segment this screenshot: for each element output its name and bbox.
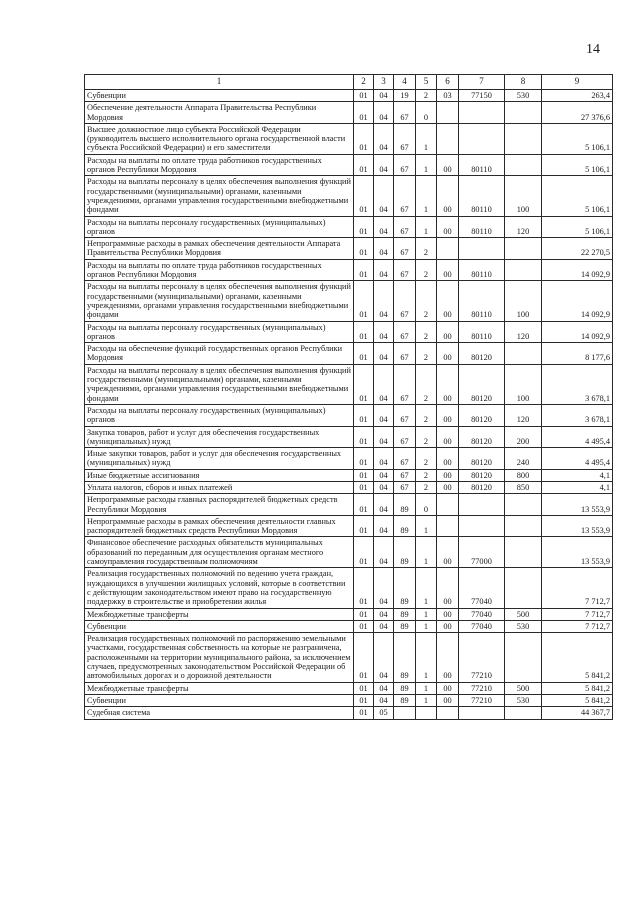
row-event-code: 00 [437, 281, 459, 321]
row-expense-type-code [505, 238, 542, 260]
row-amount: 13 553,9 [542, 515, 613, 537]
row-name: Закупка товаров, работ и услуг для обеспечения государственных (муниципальных) нужд [85, 426, 354, 448]
row-subsection-code: 04 [374, 469, 394, 481]
row-direction-code [459, 494, 505, 516]
row-subprogram-code: 0 [416, 102, 437, 124]
column-header-3: 3 [374, 75, 394, 90]
row-section-code: 01 [354, 494, 374, 516]
row-subprogram-code: 2 [416, 90, 437, 102]
row-subprogram-code: 2 [416, 238, 437, 260]
row-expense-type-code [505, 568, 542, 608]
row-subsection-code: 04 [374, 694, 394, 706]
row-direction-code [459, 707, 505, 719]
row-expense-type-code: 500 [505, 608, 542, 620]
row-amount: 5 106,1 [542, 154, 613, 176]
row-section-code: 01 [354, 707, 374, 719]
row-subsection-code: 05 [374, 707, 394, 719]
row-amount: 27 376,6 [542, 102, 613, 124]
table-row [85, 633, 613, 682]
column-header-1: 1 [85, 75, 354, 90]
table-row [85, 682, 613, 694]
row-section-code: 01 [354, 448, 374, 470]
row-expense-type-code [505, 259, 542, 281]
row-subsection-code: 04 [374, 404, 394, 426]
row-section-code: 01 [354, 281, 374, 321]
row-event-code: 00 [437, 469, 459, 481]
row-amount: 44 367,7 [542, 707, 613, 719]
row-amount: 5 106,1 [542, 176, 613, 216]
row-name: Межбюджетные трансферты [85, 608, 354, 620]
row-program-code: 67 [394, 364, 416, 404]
row-subsection-code: 04 [374, 321, 394, 343]
row-amount: 7 712,7 [542, 608, 613, 620]
row-expense-type-code: 200 [505, 426, 542, 448]
row-subsection-code: 04 [374, 259, 394, 281]
table-row [85, 426, 613, 448]
row-amount: 13 553,9 [542, 494, 613, 516]
row-name: Судебная система [85, 707, 354, 719]
row-name: Непрограммные расходы в рамках обеспечения деятельности главных распорядителей бюджетных средств Республики Мордовия [85, 515, 354, 537]
row-program-code: 67 [394, 238, 416, 260]
row-program-code: 89 [394, 620, 416, 632]
row-name: Уплата налогов, сборов и иных платежей [85, 481, 354, 493]
row-expense-type-code: 530 [505, 620, 542, 632]
row-program-code: 67 [394, 426, 416, 448]
row-direction-code: 80120 [459, 364, 505, 404]
row-event-code [437, 102, 459, 124]
row-program-code: 89 [394, 494, 416, 516]
row-section-code: 01 [354, 694, 374, 706]
row-program-code: 67 [394, 259, 416, 281]
row-amount: 4 495,4 [542, 426, 613, 448]
table-row [85, 694, 613, 706]
row-program-code: 89 [394, 633, 416, 682]
row-direction-code: 80110 [459, 154, 505, 176]
row-section-code: 01 [354, 515, 374, 537]
row-amount: 13 553,9 [542, 537, 613, 568]
row-direction-code: 80120 [459, 448, 505, 470]
row-event-code: 00 [437, 216, 459, 238]
row-event-code [437, 123, 459, 154]
row-direction-code [459, 238, 505, 260]
row-section-code: 01 [354, 404, 374, 426]
row-direction-code: 80120 [459, 469, 505, 481]
row-subsection-code: 04 [374, 568, 394, 608]
table-row [85, 281, 613, 321]
table-row [85, 494, 613, 516]
row-subprogram-code: 1 [416, 537, 437, 568]
row-program-code: 89 [394, 608, 416, 620]
row-program-code: 67 [394, 154, 416, 176]
row-direction-code: 80110 [459, 259, 505, 281]
row-direction-code: 77210 [459, 682, 505, 694]
column-header-8: 8 [505, 75, 542, 90]
row-subprogram-code: 1 [416, 682, 437, 694]
row-event-code: 00 [437, 568, 459, 608]
row-direction-code: 77040 [459, 608, 505, 620]
row-name: Расходы на выплаты по оплате труда работников государственных органов Республики Мордовия [85, 259, 354, 281]
row-subprogram-code: 1 [416, 633, 437, 682]
row-direction-code: 80110 [459, 216, 505, 238]
column-header-2: 2 [354, 75, 374, 90]
table-row [85, 707, 613, 719]
row-expense-type-code: 240 [505, 448, 542, 470]
row-event-code: 03 [437, 90, 459, 102]
column-header-7: 7 [459, 75, 505, 90]
row-program-code: 89 [394, 694, 416, 706]
row-amount: 5 841,2 [542, 682, 613, 694]
table-row [85, 176, 613, 216]
row-event-code: 00 [437, 343, 459, 365]
row-expense-type-code [505, 343, 542, 365]
row-event-code: 00 [437, 481, 459, 493]
row-expense-type-code: 120 [505, 216, 542, 238]
row-subprogram-code: 1 [416, 216, 437, 238]
table-row [85, 364, 613, 404]
row-amount: 4,1 [542, 469, 613, 481]
row-subprogram-code: 2 [416, 259, 437, 281]
row-direction-code: 80120 [459, 404, 505, 426]
row-expense-type-code: 530 [505, 90, 542, 102]
row-program-code: 67 [394, 404, 416, 426]
row-subprogram-code: 2 [416, 364, 437, 404]
row-program-code: 67 [394, 469, 416, 481]
row-subsection-code: 04 [374, 537, 394, 568]
row-event-code: 00 [437, 537, 459, 568]
row-section-code: 01 [354, 238, 374, 260]
row-expense-type-code: 100 [505, 176, 542, 216]
row-subsection-code: 04 [374, 343, 394, 365]
row-event-code: 00 [437, 259, 459, 281]
row-subprogram-code: 1 [416, 568, 437, 608]
row-amount: 5 106,1 [542, 216, 613, 238]
row-name: Субвенции [85, 90, 354, 102]
row-section-code: 01 [354, 568, 374, 608]
table-row [85, 90, 613, 102]
row-event-code: 00 [437, 448, 459, 470]
row-direction-code: 80120 [459, 481, 505, 493]
row-subsection-code: 04 [374, 620, 394, 632]
table-row [85, 123, 613, 154]
row-expense-type-code [505, 154, 542, 176]
row-program-code: 67 [394, 481, 416, 493]
row-expense-type-code [505, 707, 542, 719]
row-name: Непрограммные расходы главных распорядителей бюджетных средств Республики Мордовия [85, 494, 354, 516]
row-event-code: 00 [437, 364, 459, 404]
row-direction-code [459, 515, 505, 537]
row-name: Реализация государственных полномочий по распоряжению земельными участками, государственная собственность на которые не разграничена, расположенными на территории муниципального района, за исключением случаев, предусмотренных законодательством Российской Федерации об автомобильных дорогах и о дорожной деятельности [85, 633, 354, 682]
row-subprogram-code: 1 [416, 123, 437, 154]
row-subsection-code: 04 [374, 123, 394, 154]
row-section-code: 01 [354, 259, 374, 281]
row-subprogram-code: 2 [416, 404, 437, 426]
row-subsection-code: 04 [374, 154, 394, 176]
row-program-code: 67 [394, 176, 416, 216]
row-direction-code: 80120 [459, 426, 505, 448]
row-section-code: 01 [354, 90, 374, 102]
row-amount: 8 177,6 [542, 343, 613, 365]
row-expense-type-code [505, 123, 542, 154]
row-subsection-code: 04 [374, 364, 394, 404]
row-expense-type-code [505, 102, 542, 124]
row-name: Непрограммные расходы в рамках обеспечения деятельности Аппарата Правительства Республики Мордовия [85, 238, 354, 260]
row-amount: 7 712,7 [542, 620, 613, 632]
row-subsection-code: 04 [374, 448, 394, 470]
row-section-code: 01 [354, 426, 374, 448]
row-amount: 263,4 [542, 90, 613, 102]
table-row [85, 448, 613, 470]
row-section-code: 01 [354, 682, 374, 694]
row-amount: 5 841,2 [542, 633, 613, 682]
page-number: 14 [586, 42, 600, 57]
row-amount: 14 092,9 [542, 259, 613, 281]
table-row [85, 321, 613, 343]
row-event-code: 00 [437, 608, 459, 620]
row-amount: 22 270,5 [542, 238, 613, 260]
row-section-code: 01 [354, 216, 374, 238]
row-event-code [437, 707, 459, 719]
table-row [85, 343, 613, 365]
row-direction-code: 80110 [459, 321, 505, 343]
row-name: Расходы на выплаты персоналу в целях обеспечения выполнения функций государственными (муниципальными) органами, казенными учреждениями, органами управления государственными внебюджетными фондами [85, 364, 354, 404]
row-section-code: 01 [354, 537, 374, 568]
row-subprogram-code: 0 [416, 494, 437, 516]
row-expense-type-code [505, 515, 542, 537]
row-event-code: 00 [437, 176, 459, 216]
row-subprogram-code: 1 [416, 620, 437, 632]
row-program-code: 89 [394, 537, 416, 568]
row-program-code: 67 [394, 321, 416, 343]
row-name: Расходы на выплаты персоналу в целях обеспечения выполнения функций государственными (муниципальными) органами, казенными учреждениями, органами управления государственными внебюджетными фондами [85, 281, 354, 321]
row-subsection-code: 04 [374, 515, 394, 537]
row-event-code: 00 [437, 694, 459, 706]
row-direction-code: 80110 [459, 176, 505, 216]
row-subprogram-code: 2 [416, 321, 437, 343]
row-section-code: 01 [354, 469, 374, 481]
row-event-code [437, 515, 459, 537]
row-direction-code [459, 102, 505, 124]
row-subprogram-code: 2 [416, 281, 437, 321]
table-row [85, 102, 613, 124]
row-subprogram-code: 1 [416, 608, 437, 620]
row-subsection-code: 04 [374, 481, 394, 493]
row-name: Субвенции [85, 694, 354, 706]
row-program-code [394, 707, 416, 719]
row-subprogram-code: 2 [416, 469, 437, 481]
row-section-code: 01 [354, 481, 374, 493]
row-event-code: 00 [437, 620, 459, 632]
table-row [85, 469, 613, 481]
row-expense-type-code: 100 [505, 364, 542, 404]
row-subsection-code: 04 [374, 633, 394, 682]
row-expense-type-code: 850 [505, 481, 542, 493]
row-section-code: 01 [354, 633, 374, 682]
column-header-6: 6 [437, 75, 459, 90]
column-header-5: 5 [416, 75, 437, 90]
row-subprogram-code: 2 [416, 481, 437, 493]
row-event-code: 00 [437, 426, 459, 448]
row-direction-code: 77210 [459, 694, 505, 706]
row-name: Реализация государственных полномочий по ведению учета граждан, нуждающихся в улучшении жилищных условий, которые в соответствии с действующим законодательством имеют право на государственную поддержку в строительстве и приобретении жилья [85, 568, 354, 608]
row-subprogram-code: 1 [416, 694, 437, 706]
row-program-code: 89 [394, 515, 416, 537]
table-body [85, 90, 613, 720]
row-direction-code: 77040 [459, 568, 505, 608]
table-row [85, 238, 613, 260]
budget-table [84, 74, 613, 720]
column-header-4: 4 [394, 75, 416, 90]
row-subsection-code: 04 [374, 176, 394, 216]
row-event-code: 00 [437, 682, 459, 694]
row-section-code: 01 [354, 608, 374, 620]
row-amount: 5 106,1 [542, 123, 613, 154]
row-direction-code: 80120 [459, 343, 505, 365]
table-row [85, 404, 613, 426]
row-direction-code [459, 123, 505, 154]
row-amount: 3 678,1 [542, 404, 613, 426]
row-subsection-code: 04 [374, 90, 394, 102]
row-expense-type-code [505, 537, 542, 568]
row-program-code: 67 [394, 102, 416, 124]
row-section-code: 01 [354, 102, 374, 124]
row-event-code: 00 [437, 321, 459, 343]
row-expense-type-code [505, 494, 542, 516]
row-direction-code: 80110 [459, 281, 505, 321]
row-name: Расходы на выплаты персоналу государственных (муниципальных) органов [85, 321, 354, 343]
row-expense-type-code: 120 [505, 404, 542, 426]
row-amount: 5 841,2 [542, 694, 613, 706]
row-program-code: 89 [394, 682, 416, 694]
row-event-code: 00 [437, 633, 459, 682]
row-section-code: 01 [354, 154, 374, 176]
row-expense-type-code: 800 [505, 469, 542, 481]
row-direction-code: 77040 [459, 620, 505, 632]
row-expense-type-code: 500 [505, 682, 542, 694]
row-name: Расходы на выплаты по оплате труда работников государственных органов Республики Мордовия [85, 154, 354, 176]
row-name: Иные бюджетные ассигнования [85, 469, 354, 481]
row-program-code: 67 [394, 123, 416, 154]
row-subprogram-code: 2 [416, 426, 437, 448]
row-expense-type-code: 530 [505, 694, 542, 706]
row-name: Расходы на выплаты персоналу государственных (муниципальных) органов [85, 404, 354, 426]
row-subprogram-code: 2 [416, 448, 437, 470]
table-row [85, 154, 613, 176]
row-program-code: 67 [394, 448, 416, 470]
row-subprogram-code: 1 [416, 154, 437, 176]
table-header-row [85, 75, 613, 90]
row-amount: 4 495,4 [542, 448, 613, 470]
row-section-code: 01 [354, 364, 374, 404]
row-name: Расходы на обеспечение функций государственных органов Республики Мордовия [85, 343, 354, 365]
row-event-code: 00 [437, 404, 459, 426]
row-name: Высшее должностное лицо субъекта Российской Федерации (руководитель высшего исполнительного органа государственной власти субъекта Российской Федерации) и его заместители [85, 123, 354, 154]
row-subprogram-code: 1 [416, 176, 437, 216]
row-subprogram-code: 1 [416, 515, 437, 537]
row-name: Межбюджетные трансферты [85, 682, 354, 694]
row-subprogram-code [416, 707, 437, 719]
row-program-code: 67 [394, 216, 416, 238]
row-subsection-code: 04 [374, 281, 394, 321]
row-subsection-code: 04 [374, 494, 394, 516]
row-subsection-code: 04 [374, 238, 394, 260]
table-row [85, 481, 613, 493]
table-row [85, 608, 613, 620]
row-expense-type-code: 100 [505, 281, 542, 321]
row-direction-code: 77000 [459, 537, 505, 568]
row-name: Расходы на выплаты персоналу в целях обеспечения выполнения функций государственными (муниципальными) органами, казенными учреждениями, органами управления государственными внебюджетными фондами [85, 176, 354, 216]
row-amount: 7 712,7 [542, 568, 613, 608]
row-section-code: 01 [354, 123, 374, 154]
row-section-code: 01 [354, 176, 374, 216]
row-subsection-code: 04 [374, 682, 394, 694]
row-amount: 14 092,9 [542, 321, 613, 343]
row-name: Финансовое обеспечение расходных обязательств муниципальных образований по переданным для осуществления органам местного самоуправления государственным полномочиям [85, 537, 354, 568]
row-expense-type-code: 120 [505, 321, 542, 343]
table-row [85, 515, 613, 537]
row-name: Иные закупки товаров, работ и услуг для обеспечения государственных (муниципальных) нужд [85, 448, 354, 470]
column-header-9: 9 [542, 75, 613, 90]
row-section-code: 01 [354, 620, 374, 632]
row-program-code: 89 [394, 568, 416, 608]
table-row [85, 259, 613, 281]
row-subprogram-code: 2 [416, 343, 437, 365]
row-name: Обеспечение деятельности Аппарата Правительства Республики Мордовия [85, 102, 354, 124]
row-section-code: 01 [354, 343, 374, 365]
row-amount: 3 678,1 [542, 364, 613, 404]
row-event-code [437, 494, 459, 516]
table-row [85, 620, 613, 632]
row-subsection-code: 04 [374, 608, 394, 620]
row-direction-code: 77150 [459, 90, 505, 102]
row-expense-type-code [505, 633, 542, 682]
row-section-code: 01 [354, 321, 374, 343]
row-subsection-code: 04 [374, 216, 394, 238]
row-amount: 14 092,9 [542, 281, 613, 321]
row-program-code: 67 [394, 343, 416, 365]
table-row [85, 216, 613, 238]
table-row [85, 568, 613, 608]
row-program-code: 19 [394, 90, 416, 102]
row-subsection-code: 04 [374, 426, 394, 448]
row-event-code [437, 238, 459, 260]
row-program-code: 67 [394, 281, 416, 321]
row-name: Расходы на выплаты персоналу государственных (муниципальных) органов [85, 216, 354, 238]
table-row [85, 537, 613, 568]
row-name: Субвенции [85, 620, 354, 632]
row-amount: 4,1 [542, 481, 613, 493]
row-direction-code: 77210 [459, 633, 505, 682]
row-subsection-code: 04 [374, 102, 394, 124]
row-event-code: 00 [437, 154, 459, 176]
